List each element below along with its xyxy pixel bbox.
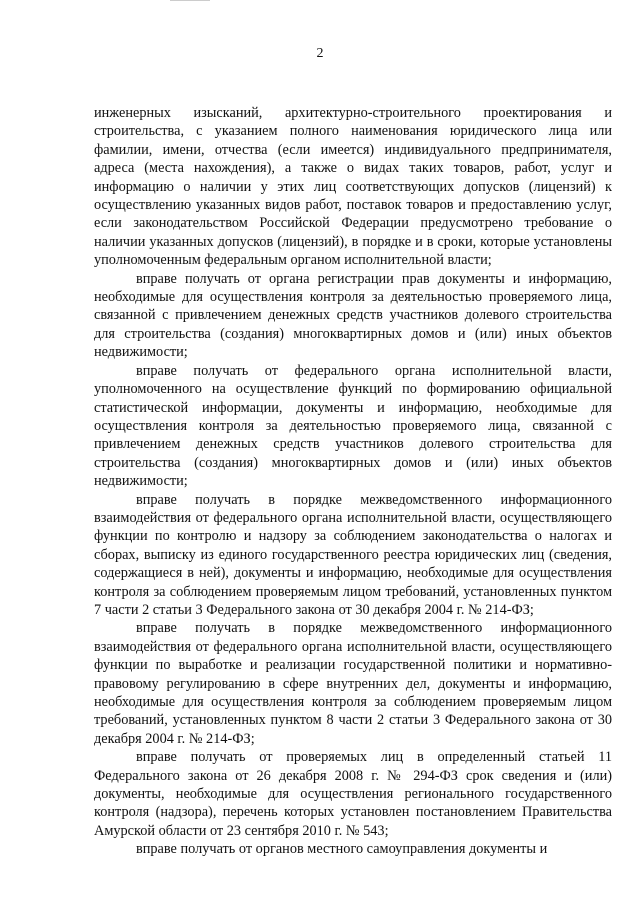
paragraph: вправе получать в порядке межведомственного информационного взаимодействия от федерального органа исполнительной власти, осуществляющего функции по контролю и надзору за соблюдением законодательства о налогах и сборах, выписку из единого государственного реестра юридических лиц (сведения, содержащиеся в ней), документы и информацию, необходимые для осуществления контроля за соблюдением проверяемым лицом требований, установленных пунктом 7 части 2 статьи 3 Федерального закона от 30 декабря 2004 г. № 214-ФЗ; (94, 491, 612, 618)
page-number: 2 (316, 46, 324, 61)
scan-edge-mark (170, 0, 210, 3)
paragraph-continuation: инженерных изысканий, архитектурно-строительного проектирования и строительства, с указанием полного наименования юридического лица или фамилии, имени, отчества (если имеется) индивидуального предпринимателя, адреса (места нахождения), а также о видах таких товаров, работ, услуг и информацию о наличии у этих лиц соответствующих допусков (лицензий) к осуществлению указанных видов работ, поставок товаров и предоставлению услуг, если законодательством Российской Федерации предусмотрено требование о наличии указанных допусков (лицензий), в порядке и в сроки, которые установлены уполномоченным федеральным органом исполнительной власти; (94, 105, 612, 269)
paragraph: вправе получать от органа регистрации прав документы и информацию, необходимые для осуществления контроля за деятельностью проверяемого лица, связанной с привлечением денежных средств участников долевого строительства для строительства (создания) многоквартирных домов и (или) иных объектов недвижимости; (94, 270, 612, 361)
paragraph: вправе получать от органов местного самоуправления документы и (136, 841, 548, 858)
paragraph: вправе получать от проверяемых лиц в определенный статьей 11 Федерального закона от 26 декабря 2008 г. № 294-ФЗ срок сведения и (или) документы, необходимые для осуществления регионального государственного контроля (надзора), перечень которых установлен постановлением Правительства Амурской области от 23 сентября 2010 г. № 543; (94, 749, 612, 839)
document-body (94, 104, 612, 859)
paragraph: вправе получать в порядке межведомственного информационного взаимодействия от федерального органа исполнительной власти, осуществляющего функции по выработке и реализации государственной политики и нормативно-правовому регулированию в сфере внутренних дел, документы и информацию, необходимые для осуществления контроля за соблюдением проверяемым лицом требований, установленных пунктом 8 части 2 статьи 3 Федерального закона от 30 декабря 2004 г. № 214-ФЗ; (94, 620, 612, 747)
paragraph: вправе получать от федерального органа исполнительной власти, уполномоченного на осуществление функций по формированию официальной статистической информации, документы и информацию, необходимые для осуществления контроля за деятельностью проверяемого лица, связанной с привлечением денежных средств участников долевого строительства для строительства (создания) многоквартирных домов и (или) иных объектов недвижимости; (94, 362, 612, 490)
